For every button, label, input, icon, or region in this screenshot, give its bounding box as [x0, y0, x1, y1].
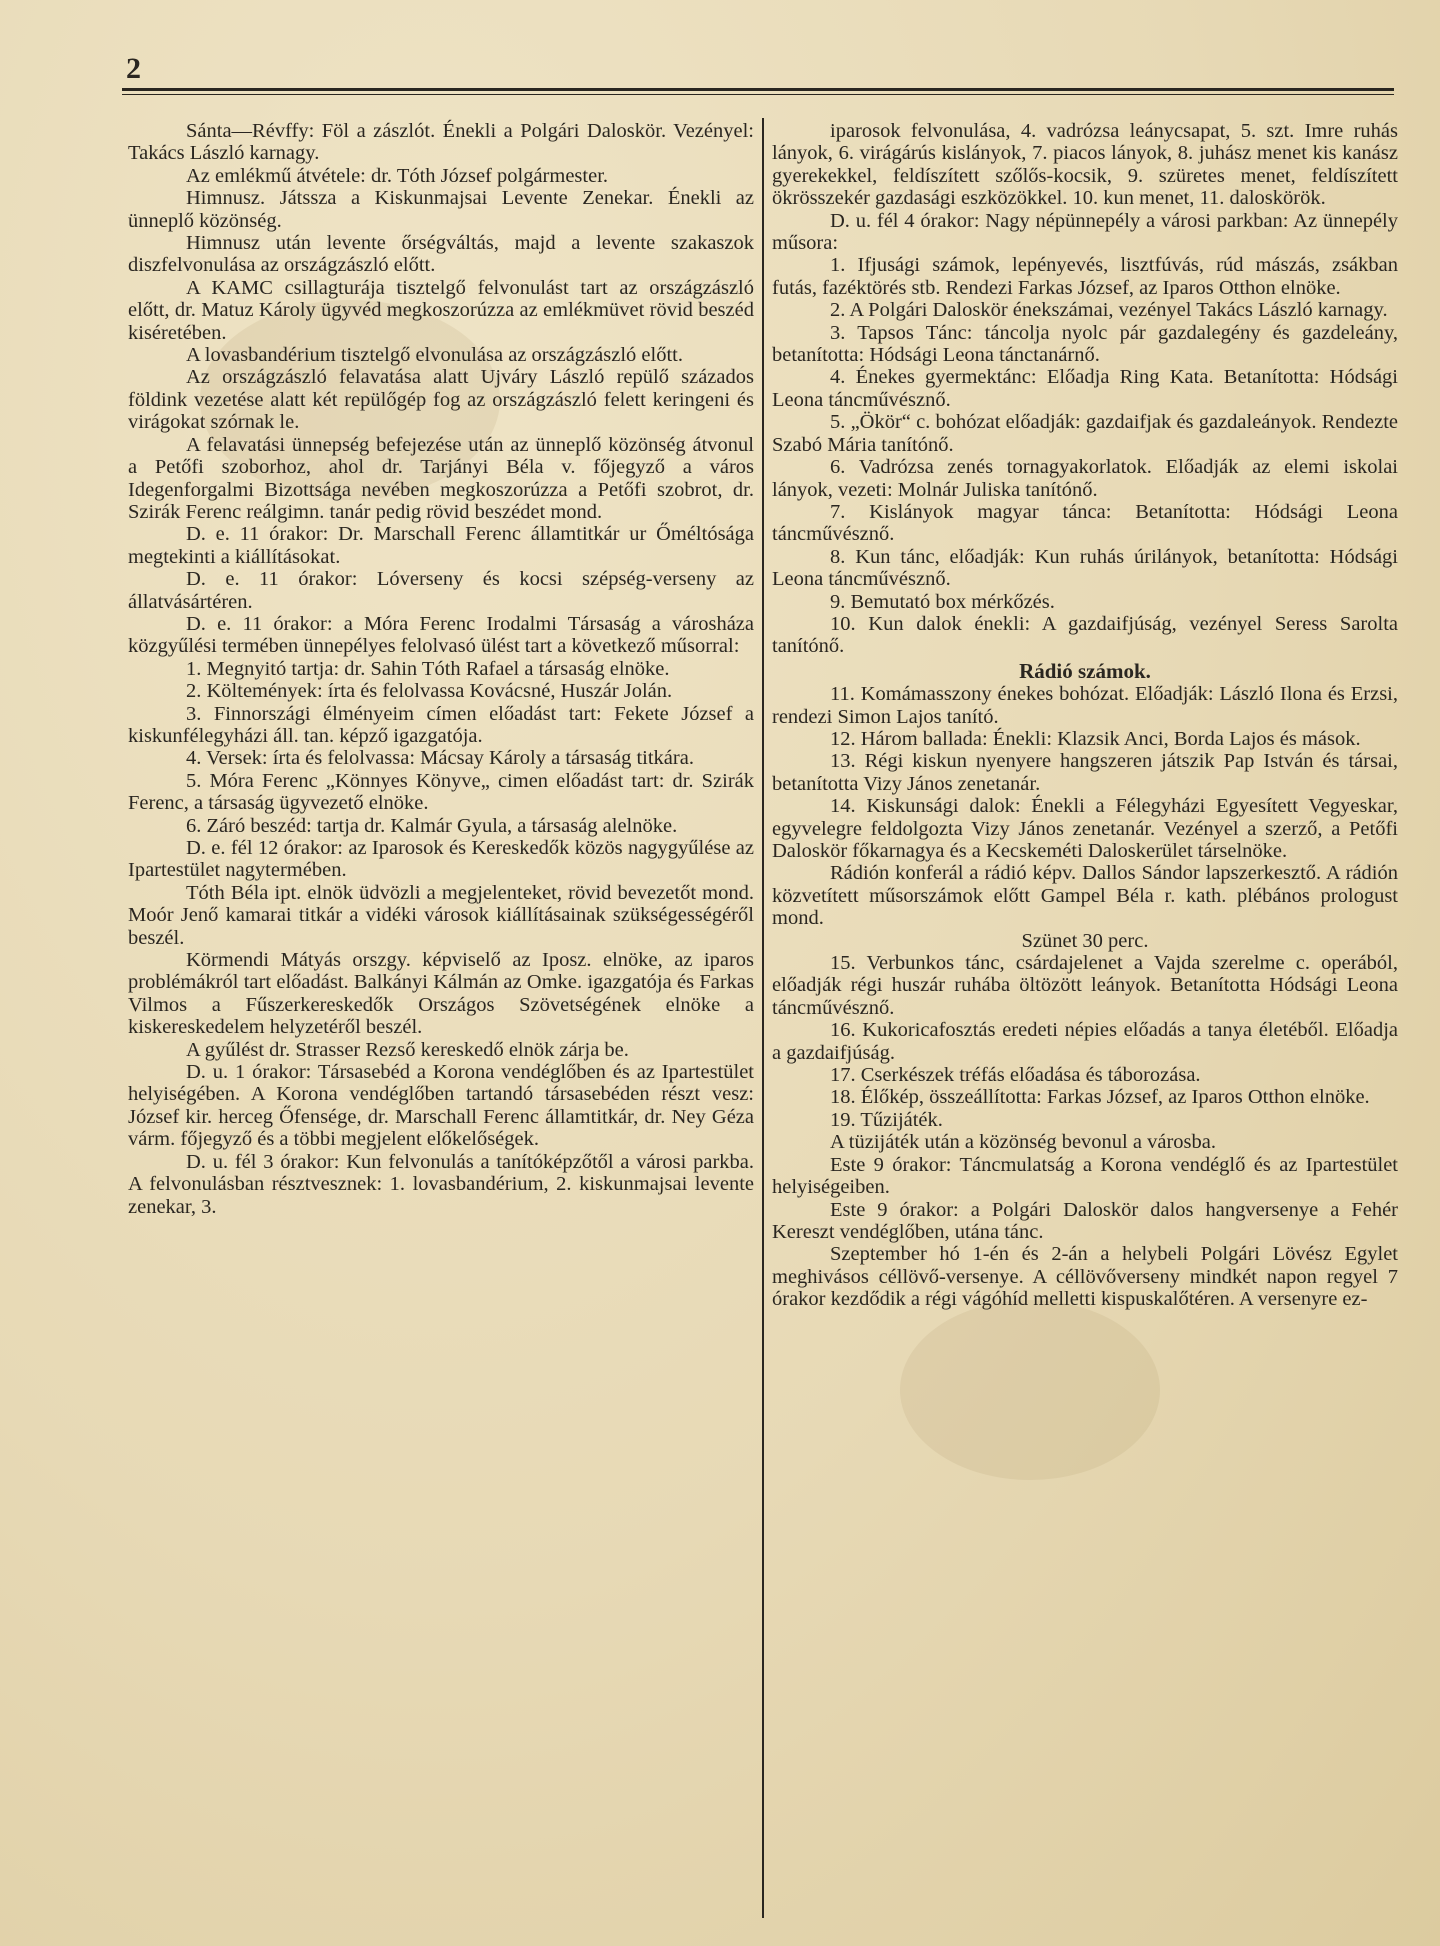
paragraph: 8. Kun tánc, előadják: Kun ruhás úrilányok, betanította: Hódsági Leona táncművésznő. [772, 545, 1398, 591]
paragraph: 1. Ifjusági számok, lepényevés, lisztfúvás, rúd mászás, zsákban futás, fazéktörés stb. Rendezi Farkas József, az Iparos Otthon elnöke. [772, 254, 1398, 299]
paragraph: 4. Énekes gyermektánc: Előadja Ring Kata. Betanította: Hódsági Leona táncművésznő. [772, 366, 1398, 411]
paragraph: Tóth Béla ipt. elnök üdvözli a megjelenteket, rövid bevezetőt mond. Moór Jenő kamarai titkár a vidéki városok kiállításainak szükségességéről beszél. [128, 881, 754, 949]
paragraph: 16. Kukoricafosztás eredeti népies előadás a tanya életéből. Előadja a gazdaifjúság. [772, 1019, 1398, 1064]
paragraph: 5. „Ökör“ c. bohózat előadják: gazdaifjak és gazdaleányok. Rendezte Szabó Mária tanítónő. [772, 411, 1398, 456]
paragraph: D. e. 11 órakor: a Móra Ferenc Irodalmi Társaság a városháza közgyűlési termében ünnepélyes felolvasó ülést tart a következő műsorral: [128, 612, 754, 658]
paragraph: Himnusz után levente őrségváltás, majd a levente szakaszok diszfelvonulása az országzászló előtt. [128, 232, 754, 277]
paragraph: 9. Bemutató box mérkőzés. [830, 590, 1055, 613]
paragraph: Körmendi Mátyás orszgy. képviselő az Iposz. elnöke, az iparos problémákról tart előadást. Balkányi Kálmán az Omke. igazgatója és Farkas Vilmos a Fűszerkereskedők Országos Szövetségének elnöke a kiskereskedelem helyzetéről beszél. [128, 949, 754, 1039]
paragraph: 13. Régi kiskun nyenyere hangszeren játszik Pap István és társai, betanította Vizy János zenetanár. [772, 750, 1398, 795]
paragraph: D. u. 1 órakor: Társasebéd a Korona vendéglőben és az Ipartestület helyiségében. A Korona vendéglőben tartandó társasebéden részt vesz: József kir. herceg Őfensége, dr. Marschall Ferenc államtitkár, dr. Ney Géza várm. főjegyző és a többi megjelent előkelőségek. [128, 1061, 754, 1151]
left-column [128, 120, 754, 1218]
paragraph: 12. Három ballada: Énekli: Klazsik Anci, Borda Lajos és mások. [830, 727, 1361, 750]
right-column-radio [772, 683, 1398, 929]
paragraph: 14. Kiskunsági dalok: Énekli a Félegyházi Egyesített Vegyeskar, egyvelegre feldolgozta Vizy János zenetanár. Vezényel a szerző, a Petőfi Daloskör főkarnagya és a Kecskeméti Daloskerület társelnöke. [772, 795, 1398, 862]
header-rule [122, 88, 1394, 91]
paragraph: D. e. 11 órakor: Lóverseny és kocsi szépség-verseny az állatvásártéren. [128, 568, 754, 613]
paragraph: 4. Versek: írta és felolvassa: Mácsay Károly a társaság titkára. [186, 747, 694, 770]
paragraph: Himnusz. Játssza a Kiskunmajsai Levente Zenekar. Énekli az ünneplő közönség. [128, 187, 754, 232]
paragraph: D. e. 11 órakor: Dr. Marschall Ferenc államtitkár ur Őméltósága megtekinti a kiállításokat. [128, 523, 754, 568]
paragraph: 10. Kun dalok énekli: A gazdaifjúság, vezényel Seress Sarolta tanítónő. [772, 612, 1398, 658]
paper-stain [900, 1300, 1160, 1480]
column-divider [762, 118, 764, 1918]
paragraph: D. u. fél 3 órakor: Kun felvonulás a tanítóképzőtől a városi parkba. A felvonulásban résztvesznek: 1. lovasbandérium, 2. kiskunmajsai levente zenekar, 3. [128, 1150, 754, 1218]
paragraph: Este 9 órakor: a Polgári Daloskör dalos hangversenye a Fehér Kereszt vendéglőben, utána tánc. [772, 1198, 1398, 1243]
paragraph: 1. Megnyitó tartja: dr. Sahin Tóth Rafael a társaság elnöke. [186, 657, 670, 680]
right-column-after [772, 952, 1398, 1311]
radio-heading: Rádió számok. [1019, 658, 1151, 683]
paragraph: Az emlékmű átvétele: dr. Tóth József polgármester. [186, 164, 609, 187]
paragraph: 6. Vadrózsa zenés tornagyakorlatok. Előadják az elemi iskolai lányok, vezeti: Molnár Juliska tanítónő. [772, 456, 1398, 501]
header-rule-thin [122, 94, 1394, 95]
paragraph: Szeptember hó 1-én és 2-án a helybeli Polgári Lövész Egylet meghivásos céllövő-versenye. A céllövőverseny mindkét napon regyel 7 órakor kezdődik a régi vágóhíd melletti kispuskalőtéren. A versenyre ez- [772, 1243, 1398, 1311]
paragraph: Este 9 órakor: Táncmulatság a Korona vendéglő és az Ipartestület helyiségeiben. [772, 1153, 1398, 1199]
paragraph: A KAMC csillagturája tisztelgő felvonulást tart az országzászló előtt, dr. Matuz Károly ügyvéd megkoszorúzza az emlékmüvet rövid beszéd kiséretében. [128, 276, 754, 344]
right-column-intro [772, 120, 1398, 658]
paragraph: 3. Tapsos Tánc: táncolja nyolc pár gazdalegény és gazdeleány, betanította: Hódsági Leona tánctanárnő. [772, 321, 1398, 367]
paragraph: 6. Záró beszéd: tartja dr. Kalmár Gyula, a társaság alelnöke. [186, 814, 678, 837]
right-column [772, 120, 1398, 1311]
paragraph: A tüzijáték után a közönség bevonul a városba. [830, 1131, 1216, 1154]
paragraph: 18. Élőkép, összeállította: Farkas József, az Iparos Otthon elnöke. [830, 1086, 1370, 1109]
paragraph: D. e. fél 12 órakor: az Iparosok és Kereskedők közös nagygyűlése az Ipartestület nagytermében. [128, 837, 754, 882]
paragraph: A lovasbandérium tisztelgő elvonulása az országzászló előtt. [186, 344, 683, 367]
paragraph: 17. Cserkészek tréfás előadása és táborozása. [830, 1064, 1201, 1087]
paragraph: 11. Komámasszony énekes bohózat. Előadják: László Ilona és Erzsi, rendezi Simon Lajos tanító. [772, 683, 1398, 728]
paragraph: 19. Tűzijáték. [830, 1108, 943, 1131]
paragraph: Sánta—Révffy: Föl a zászlót. Énekli a Polgári Daloskör. Vezényel: Takács László karnagy. [128, 120, 754, 165]
paragraph: 3. Finnországi élményeim címen előadást tart: Fekete József a kiskunfélegyházi áll. tan. képző igazgatója. [128, 702, 754, 747]
paragraph: 2. Költemények: írta és felolvassa Kovácsné, Huszár Jolán. [186, 680, 673, 703]
paragraph: Rádión konferál a rádió képv. Dallos Sándor lapszerkesztő. A rádión közvetített műsorszámok előtt Gampel Béla r. kath. plébános prologust mond. [772, 862, 1398, 930]
paragraph: A gyűlést dr. Strasser Rezső kereskedő elnök zárja be. [186, 1038, 629, 1061]
paragraph: 15. Verbunkos tánc, csárdajelenet a Vajda szerelme c. operából, előadják régi huszár ruhába öltözött leányok. Betanította Hódsági Leona táncművésznő. [772, 952, 1398, 1019]
page-number: 2 [126, 52, 141, 85]
paragraph: D. u. fél 4 órakor: Nagy népünnepély a városi parkban: Az ünnepély műsora: [772, 209, 1398, 255]
paragraph: 7. Kislányok magyar tánca: Betanította: Hódsági Leona táncművésznő. [772, 500, 1398, 546]
paragraph: 2. A Polgári Daloskör énekszámai, vezényel Takács László karnagy. [830, 299, 1388, 322]
break-text: Szünet 30 perc. [1021, 929, 1149, 952]
paragraph: iparosok felvonulása, 4. vadrózsa leánycsapat, 5. szt. Imre ruhás lányok, 6. virágárús kislányok, 7. piacos lányok, 8. juhász menet kis kanász gyerekekkel, feldíszített szőlős-kocsik, 9. szüretes menet, feldíszített ökrösszekér gazdasági eszközökkel. 10. kun menet, 11. daloskörök. [772, 120, 1398, 210]
paragraph: Az országzászló felavatása alatt Ujváry László repülő százados földink vezetése alatt két repülőgép fog az országzászló felett keringeni és virágokat szórnak le. [128, 366, 754, 434]
paragraph: 5. Móra Ferenc „Könnyes Könyve„ cimen előadást tart: dr. Szirák Ferenc, a társaság ügyvezető elnöke. [128, 769, 754, 815]
paragraph: A felavatási ünnepség befejezése után az ünneplő közönség átvonul a Petőfi szoborhoz, ahol dr. Tarjányi Béla v. főjegyző a város Idegenforgalmi Bizottsága nevében megkoszorúzza a Petőfi szobrot, dr. Szirák Ferenc reálgimn. tanár pedig rövid beszédet mond. [128, 433, 754, 523]
